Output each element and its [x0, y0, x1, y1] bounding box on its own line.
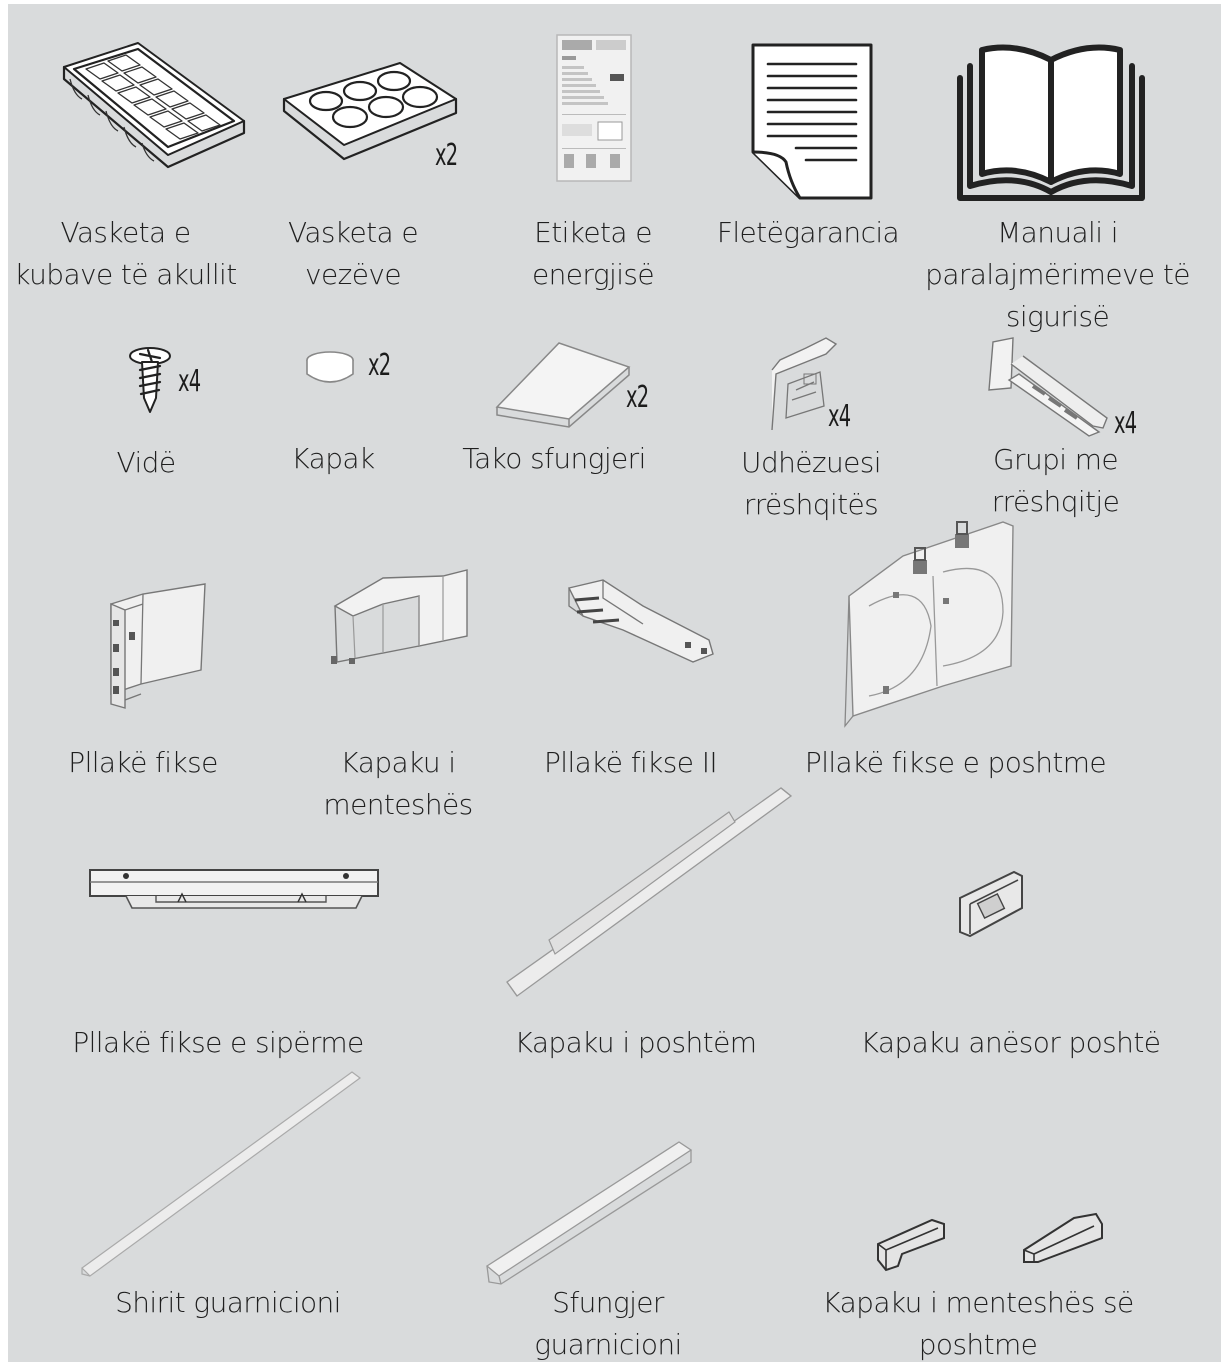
- sponge-block-icon: [493, 339, 633, 429]
- bottom-fixed-plate-icon: [843, 516, 1018, 731]
- open-manual-icon: [956, 42, 1146, 202]
- label-line: Pllakë fikse II: [543, 746, 718, 779]
- label-seal-sponge: [513, 1282, 703, 1362]
- label-warranty-sheet: [708, 212, 908, 254]
- lower-hinge-cover-right-icon: [1018, 1210, 1108, 1270]
- label-line: rrëshqitje: [991, 485, 1120, 518]
- label-line: Kapaku anësor poshtë: [860, 1026, 1161, 1059]
- label-line: paralajmërimeve të: [925, 258, 1190, 291]
- label-line: Udhëzuesi: [741, 446, 881, 479]
- egg-tray-icon: [280, 59, 460, 164]
- label-lower-side-cover: [838, 1022, 1183, 1064]
- label-line: Vasketa e: [287, 216, 419, 249]
- label-line: poshtme: [918, 1328, 1038, 1361]
- label-top-fixed-plate: [53, 1022, 383, 1064]
- accessories-sheet: [8, 4, 1221, 1362]
- seal-sponge-icon: [483, 1136, 698, 1286]
- label-line: Pllakë fikse e sipërme: [72, 1026, 364, 1059]
- label-line: Kapaku i menteshës së: [822, 1286, 1134, 1319]
- quantity-badge: x2: [435, 138, 458, 173]
- label-line: Vidë: [116, 446, 176, 479]
- label-screw: [96, 442, 196, 484]
- ice-cube-tray-icon: [58, 39, 248, 174]
- label-line: menteshës: [323, 788, 473, 821]
- label-line: Shirit guarnicioni: [115, 1286, 341, 1319]
- quantity-badge: x4: [1114, 406, 1137, 441]
- quantity-badge: x4: [828, 399, 851, 434]
- label-line: Tako sfungjeri: [462, 442, 646, 475]
- label-slide-group: [958, 439, 1153, 523]
- label-line: Fletëgarancia: [716, 216, 900, 249]
- label-ice-cube-tray: [8, 212, 248, 296]
- slide-group-icon: [983, 334, 1113, 439]
- energy-label-icon: [556, 34, 632, 182]
- label-line: energjisë: [532, 258, 654, 291]
- bottom-cover-icon: [503, 782, 803, 1004]
- label-sponge-block: [444, 438, 664, 480]
- label-energy-label: [498, 212, 688, 296]
- screw-icon: [126, 346, 176, 416]
- top-fixed-plate-icon: [86, 862, 386, 922]
- fixed-plate-ii-icon: [563, 576, 718, 666]
- quantity-badge: x2: [626, 380, 649, 415]
- label-seal-strip: [83, 1282, 373, 1324]
- label-line: guarnicioni: [534, 1328, 682, 1361]
- label-line: Kapak: [291, 442, 375, 475]
- hinge-cover-icon: [323, 566, 473, 676]
- label-line: Grupi me: [992, 443, 1119, 476]
- label-line: Pllakë fikse: [68, 746, 218, 779]
- label-line: Manuali i: [997, 216, 1118, 249]
- label-line: Sfungjer: [552, 1286, 664, 1319]
- label-line: Kapaku i: [340, 746, 456, 779]
- label-egg-tray: [258, 212, 448, 296]
- seal-strip-icon: [76, 1068, 366, 1280]
- label-safety-manual: [920, 212, 1195, 338]
- label-line: Vasketa e: [60, 216, 191, 249]
- warranty-sheet-icon: [750, 42, 875, 202]
- lower-hinge-cover-left-icon: [872, 1214, 952, 1274]
- label-line: sigurisë: [1005, 300, 1110, 333]
- cap-icon: [304, 350, 356, 386]
- label-bottom-fixed-plate: [788, 742, 1123, 784]
- label-line: vezëve: [305, 258, 401, 291]
- label-cap: [278, 438, 388, 480]
- label-fixed-plate: [48, 742, 238, 784]
- label-bottom-cover: [498, 1022, 773, 1064]
- label-line: kubave të akullit: [14, 258, 237, 291]
- label-line: Kapaku i poshtëm: [514, 1026, 757, 1059]
- label-slide-guide: [716, 442, 906, 526]
- lower-side-cover-icon: [952, 868, 1028, 944]
- quantity-badge: x4: [178, 364, 201, 399]
- label-line: Pllakë fikse e poshtme: [804, 746, 1107, 779]
- label-line: rrëshqitës: [743, 488, 879, 521]
- label-line: Etiketa e: [534, 216, 652, 249]
- fixed-plate-icon: [103, 574, 213, 714]
- label-lower-hinge-cover: [803, 1282, 1153, 1362]
- quantity-badge: x2: [368, 348, 391, 383]
- label-hinge-cover: [303, 742, 493, 826]
- label-fixed-plate-ii: [528, 742, 733, 784]
